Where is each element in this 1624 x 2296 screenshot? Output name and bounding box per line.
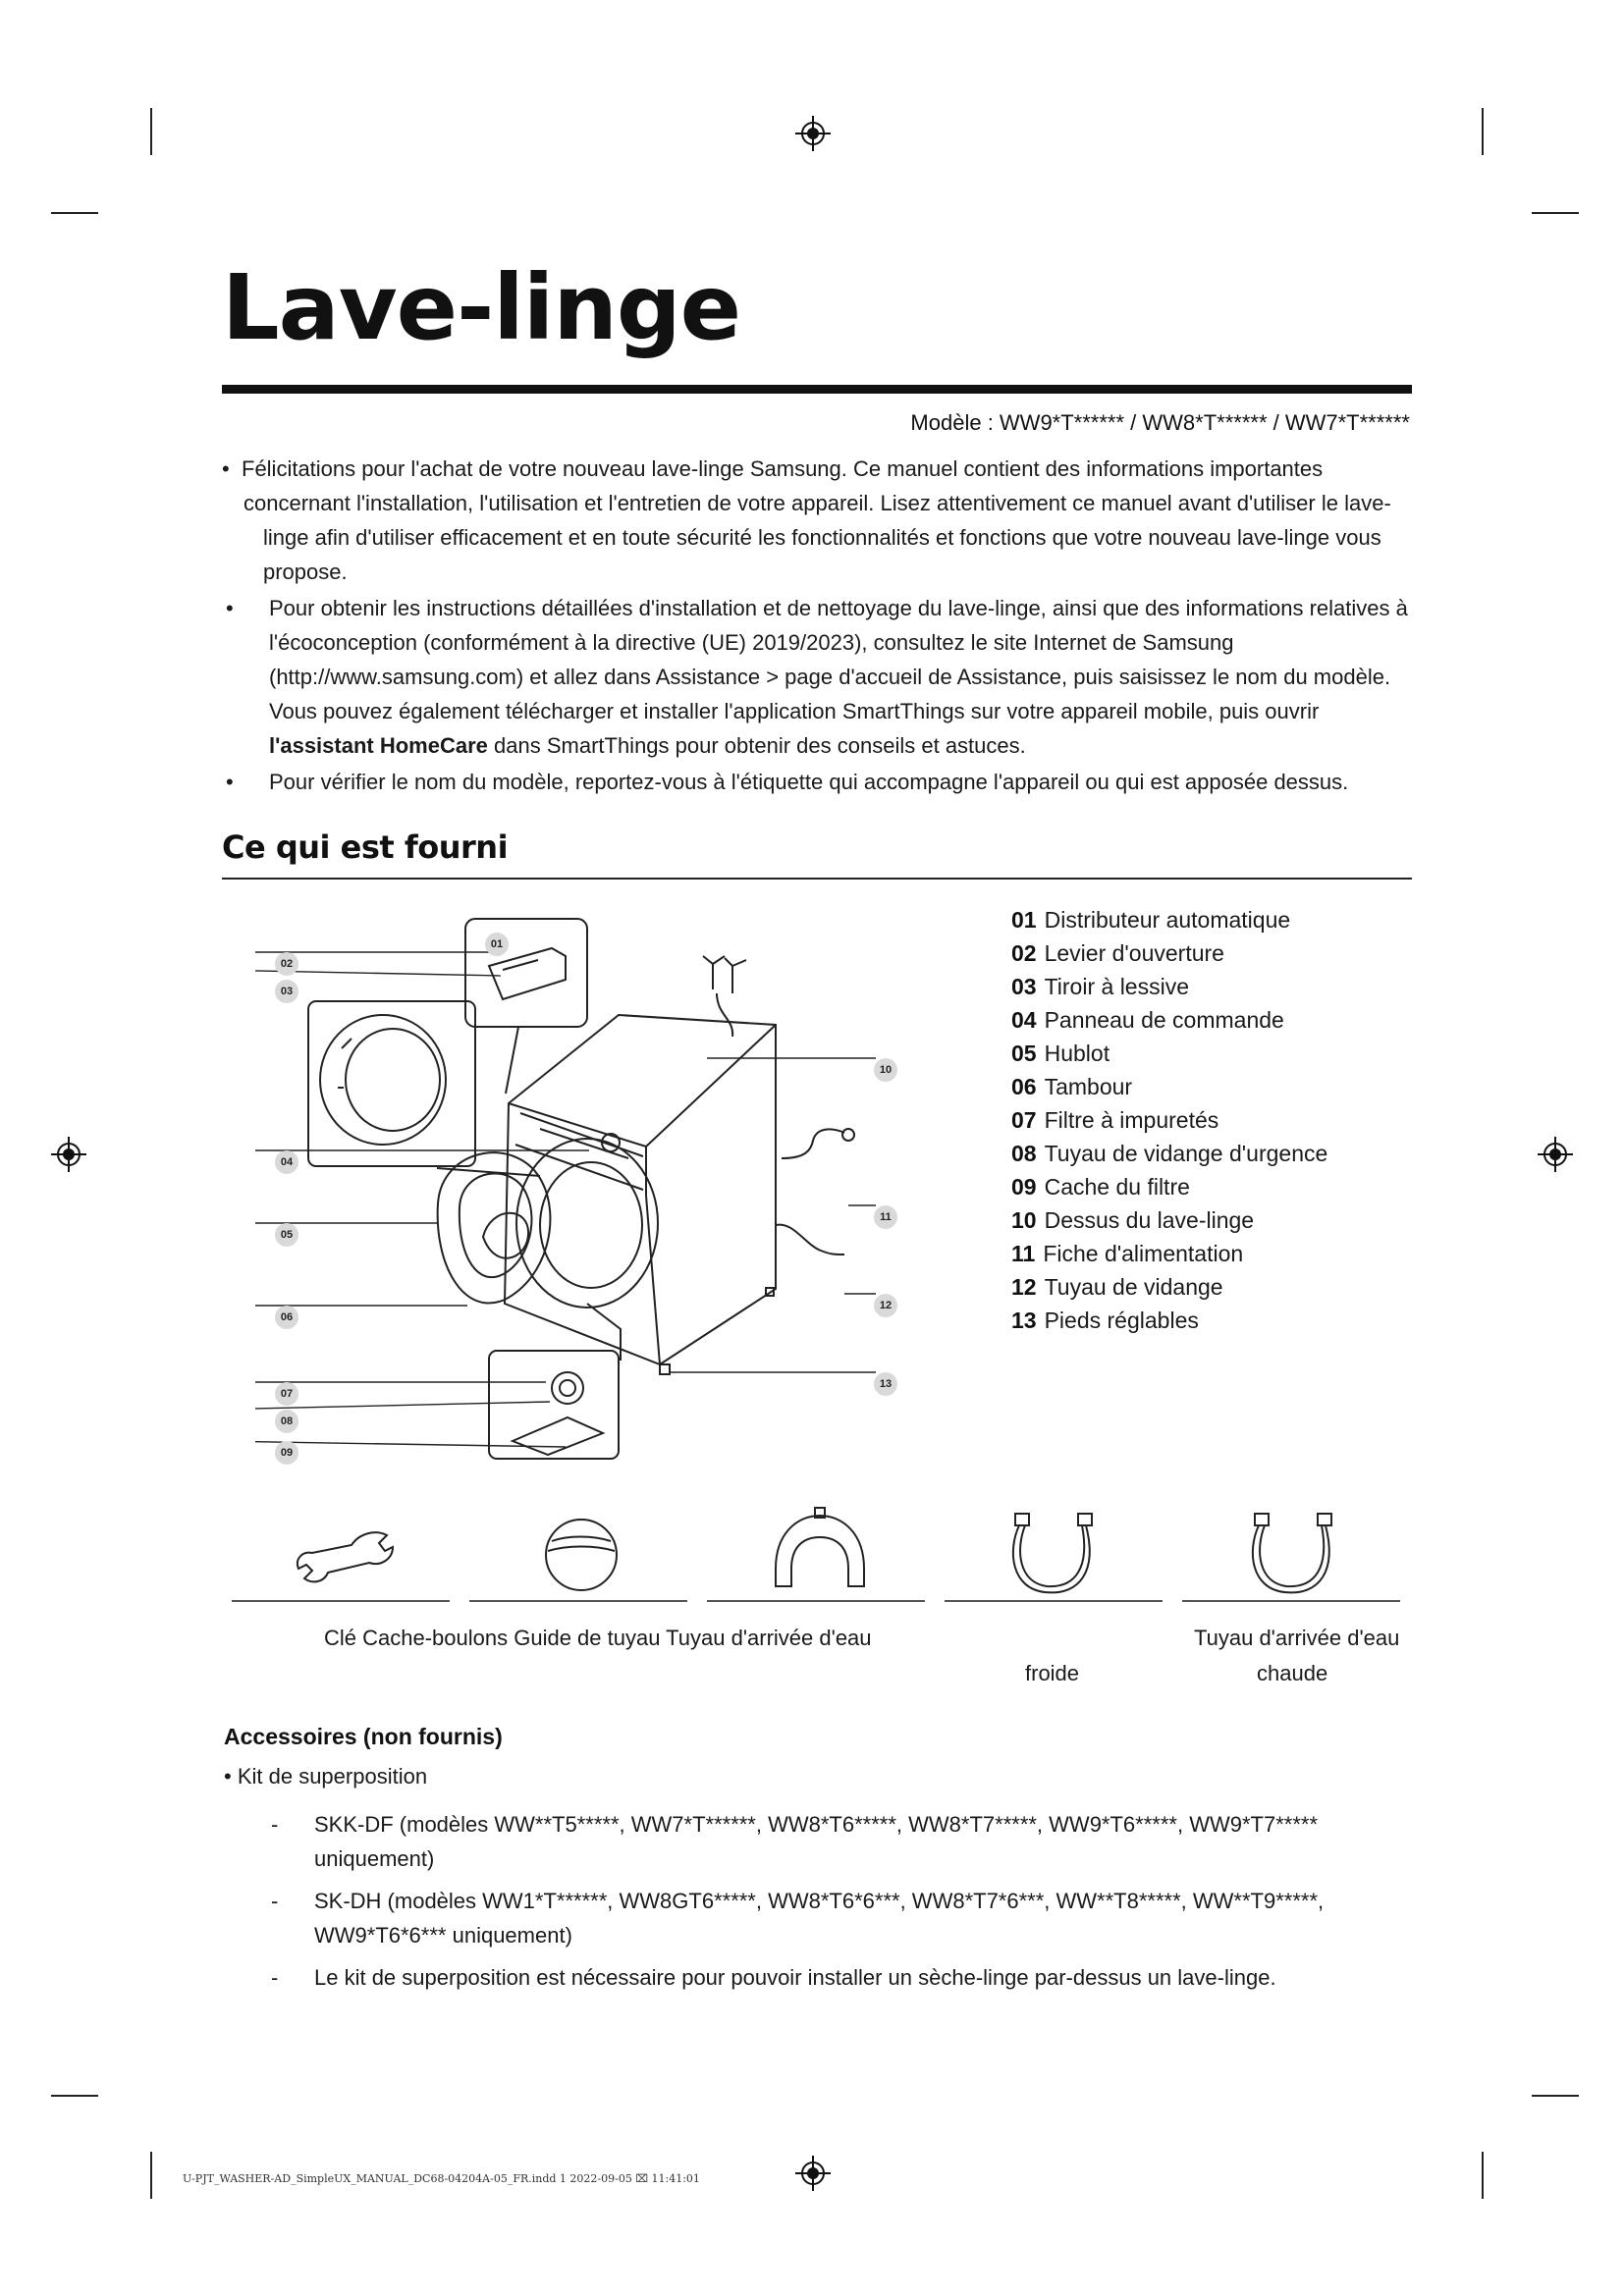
crop-mark-top-left-h [51, 212, 98, 214]
callout-08: 08 [275, 1410, 298, 1433]
crop-mark-bottom-left-v [150, 2152, 152, 2199]
hose-guide-icon [766, 1506, 874, 1596]
kit-label: Kit de superposition [237, 1764, 428, 1789]
crop-mark-top-left-v [150, 108, 152, 155]
part-item-03: 03 Tiroir à lessive [1011, 974, 1189, 999]
title-rule [222, 385, 1412, 394]
callout-03: 03 [275, 980, 298, 1003]
registration-mark-left-icon [51, 1137, 86, 1172]
intro-bullet-2-end: dans SmartThings pour obtenir des conseils et astuces. [494, 733, 1026, 758]
kit-bullet [224, 1759, 1414, 1793]
accessory-underline-3 [707, 1600, 925, 1602]
registration-mark-bottom-icon [795, 2156, 831, 2191]
part-item-01: 01 Distributeur automatique [1011, 907, 1291, 933]
bullet-mark: • [224, 1764, 232, 1789]
washing-machine-diagram [255, 911, 923, 1480]
homecare-assistant-label: l'assistant HomeCare [269, 733, 488, 758]
callout-11: 11 [874, 1205, 897, 1229]
spanner-icon [291, 1512, 399, 1590]
accessories-list [224, 1759, 1414, 1995]
hot-hose-label-line2: chaude [1257, 1661, 1328, 1685]
crop-mark-bottom-left-h [51, 2095, 98, 2097]
bullet-mark: • [226, 596, 234, 620]
part-item-04: 04 Panneau de commande [1011, 1007, 1284, 1033]
cold-label: froide [1025, 1661, 1080, 1685]
intro-bullet-congrats [222, 452, 1412, 589]
part-item-02: 02 Levier d'ouverture [1011, 940, 1224, 966]
kit-item-sk-dh: - SK-DH (modèles WW1*T******, WW8GT6*****, WW8*T6*6***, WW8*T7*6***, WW**T8*****, WW**T9*****, WW9*T6*6*** uniquement) [271, 1889, 1325, 1948]
section-title: Ce qui est fourni [222, 828, 509, 866]
callout-06: 06 [275, 1306, 298, 1329]
kit-item-skk-df: - SKK-DF (modèles WW**T5*****, WW7*T******, WW8*T6*****, WW8*T7*****, WW9*T6*****, WW9*T7***** uniquement) [271, 1812, 1319, 1871]
intro-bullet-instructions [222, 591, 1412, 763]
kit-item-note: - Le kit de superposition est nécessaire pour pouvoir installer un sèche-linge par-dessus un lave-linge. [271, 1965, 1276, 1990]
part-item-09: 09 Cache du filtre [1011, 1174, 1190, 1200]
accessory-underline-5 [1182, 1600, 1400, 1602]
model-label: Modèle : WW9*T****** / WW8*T****** / WW7*T****** [910, 410, 1410, 435]
intro-list [222, 452, 1412, 801]
callout-05: 05 [275, 1223, 298, 1247]
callout-07: 07 [275, 1382, 298, 1406]
part-item-06: 06 Tambour [1011, 1074, 1133, 1099]
hot-hose-label-line1: Tuyau d'arrivée d'eau [1194, 1626, 1400, 1650]
bullet-mark: • [226, 770, 234, 794]
intro-bullet-model-check [222, 765, 1412, 799]
callout-12: 12 [874, 1294, 897, 1317]
crop-mark-bottom-right-v [1482, 2152, 1484, 2199]
intro-bullet-3-text: Pour vérifier le nom du modèle, reportez-vous à l'étiquette qui accompagne l'appareil ou qui est apposée dessus. [269, 770, 1349, 794]
callout-02: 02 [275, 952, 298, 976]
accessory-underline-2 [469, 1600, 687, 1602]
page-title: Lave-linge [222, 255, 741, 360]
part-item-11: 11 Fiche d'alimentation [1011, 1241, 1244, 1266]
print-slug: U-PJT_WASHER-AD_SimpleUX_MANUAL_DC68-04204A-05_FR.indd 1 2022-09-05 ⌧ 11:41:01 [183, 2172, 700, 2185]
accessory-underline-1 [232, 1600, 450, 1602]
part-item-08: 08 Tuyau de vidange d'urgence [1011, 1141, 1328, 1166]
accessory-underline-4 [945, 1600, 1163, 1602]
section-rule [222, 878, 1412, 880]
accessories-title: Accessoires (non fournis) [224, 1724, 503, 1749]
part-item-05: 05 Hublot [1011, 1041, 1110, 1066]
callout-04: 04 [275, 1150, 298, 1174]
intro-bullet-1-rest: concernant l'installation, l'utilisation et l'entretien de votre appareil. Lisez attentivement ce manuel avant d'utiliser le lave-linge afin d'utiliser efficacement et en toute sécurité les fonctionnalités et fonctions que votre nouveau lave-linge vous propose. [244, 491, 1391, 584]
supplied-items-labels: Clé Cache-boulons Guide de tuyau Tuyau d'arrivée d'eau [324, 1626, 872, 1650]
parts-list [1011, 903, 1327, 1337]
intro-bullet-2-text: Pour obtenir les instructions détaillées d'installation et de nettoyage du lave-linge, ainsi que des informations relatives à l'écoconception (conformément à la directive (UE) 2019/2023), consultez le site Internet de Samsung (http://www.samsung.com) et allez dans Assistance > page d'accueil de Assistance, puis saisissez le nom du modèle. Vous pouvez également télécharger et installer l'application SmartThings sur votre appareil mobile, puis ouvrir [269, 596, 1408, 723]
callout-01: 01 [485, 933, 509, 956]
registration-mark-top-icon [795, 116, 831, 151]
part-item-10: 10 Dessus du lave-linge [1011, 1207, 1255, 1233]
part-item-13: 13 Pieds réglables [1011, 1308, 1199, 1333]
crop-mark-bottom-right-h [1532, 2095, 1579, 2097]
part-item-12: 12 Tuyau de vidange [1011, 1274, 1223, 1300]
cold-water-hose-icon [1005, 1512, 1104, 1600]
crop-mark-top-right-v [1482, 108, 1484, 155]
callout-10: 10 [874, 1058, 897, 1082]
callout-09: 09 [275, 1441, 298, 1465]
hot-water-hose-icon [1245, 1512, 1343, 1600]
callout-13: 13 [874, 1372, 897, 1396]
intro-bullet-1-line1: Félicitations pour l'achat de votre nouveau lave-linge Samsung. Ce manuel contient des informations importantes [242, 456, 1324, 481]
registration-mark-right-icon [1538, 1137, 1573, 1172]
crop-mark-top-right-h [1532, 212, 1579, 214]
bullet-mark: • [222, 456, 230, 481]
bolt-cap-icon [538, 1512, 626, 1594]
part-item-07: 07 Filtre à impuretés [1011, 1107, 1219, 1133]
